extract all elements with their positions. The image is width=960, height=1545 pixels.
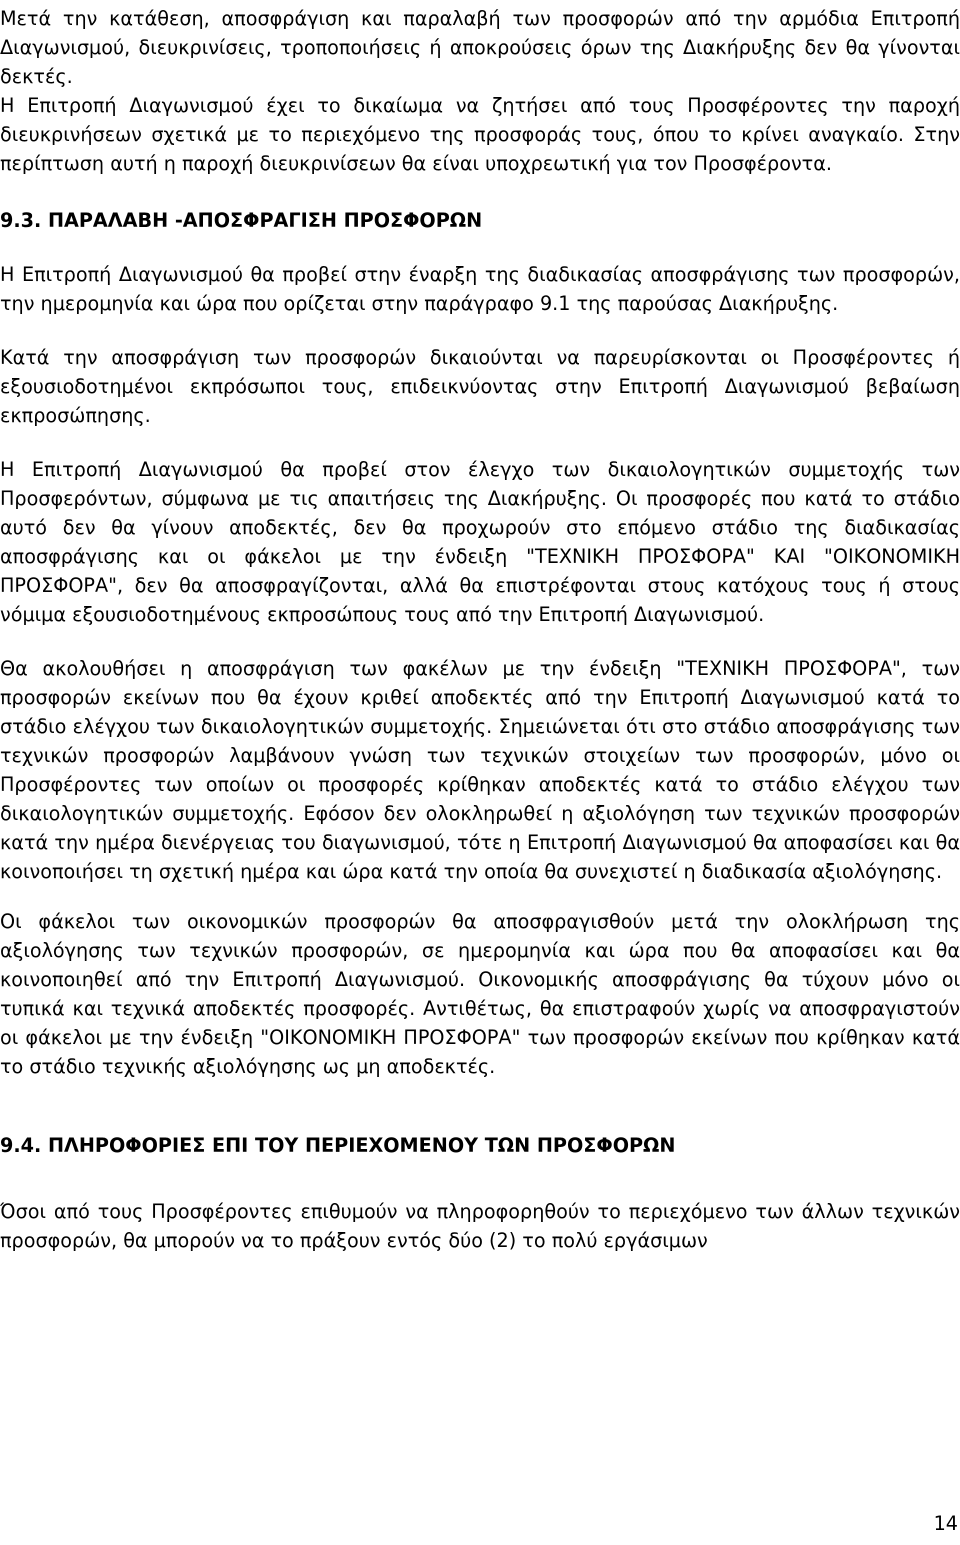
section-9-4-paragraph-1: Όσοι από τους Προσφέροντες επιθυμούν να πληροφορηθούν το περιεχόμενο των άλλων τεχνικών προσφορών, θα μπορούν να το πράξουν εντός δύο (2) το πολύ εργάσιμων	[0, 1200, 960, 1252]
section-9-3-paragraph-4: Θα ακολουθήσει η αποσφράγιση των φακέλων με την ένδειξη "ΤΕΧΝΙΚΗ ΠΡΟΣΦΟΡΑ", των προσφορών εκείνων που θα έχουν κριθεί αποδεκτές από την Επιτροπή Διαγωνισμού κατά το στάδιο ελέγχου των δικαιολογητικών συμμετοχής. Σημειώνεται ότι στο στάδιο αποσφράγισης των τεχνικών προσφορών λαμβάνουν γνώση των τεχνικών στοιχείων των προσφορών, μόνο οι Προσφέροντες των οποίων οι προσφορές κρίθηκαν αποδεκτές κατά το στάδιο ελέγχου των δικαιολογητικών συμμετοχής. Εφόσον δεν ολοκληρωθεί η αξιολόγηση των τεχνικών προσφορών κατά την ημέρα διενέργειας του διαγωνισμού, τότε η Επιτροπή Διαγωνισμού θα αποφασίσει και θα κοινοποιήσει τη σχετική ημέρα και ώρα κατά την οποία θα συνεχιστεί η διαδικασία αξιολόγησης.	[0, 657, 960, 883]
section-9-3-paragraph-2: Κατά την αποσφράγιση των προσφορών δικαιούνται να παρευρίσκονται οι Προσφέροντες ή εξουσιοδοτημένοι εκπρόσωποι τους, επιδεικνύοντας στην Επιτροπή Διαγωνισμού βεβαίωση εκπροσώπησης.	[0, 346, 960, 427]
document-body	[0, 4, 960, 1255]
section-9-3-paragraph-1: Η Επιτροπή Διαγωνισμού θα προβεί στην έναρξη της διαδικασίας αποσφράγισης των προσφορών, την ημερομηνία και ώρα που ορίζεται στην παράγραφο 9.1 της παρούσας Διακήρυξης.	[0, 263, 960, 315]
section-heading-9-3: 9.3. ΠΑΡΑΛΑΒΗ -ΑΠΟΣΦΡΑΓΙΣΗ ΠΡΟΣΦΟΡΩΝ	[0, 209, 483, 232]
intro-paragraph-2: Η Επιτροπή Διαγωνισμού έχει το δικαίωμα να ζητήσει από τους Προσφέροντες την παροχή διευκρινήσεων σχετικά με το περιεχόμενο της προσφοράς τους, όπου το κρίνει αναγκαίο. Στην περίπτωση αυτή η παροχή διευκρινίσεων θα είναι υποχρεωτική για τον Προσφέροντα.	[0, 94, 960, 175]
intro-paragraph-1: Μετά την κατάθεση, αποσφράγιση και παραλαβή των προσφορών από την αρμόδια Επιτροπή Διαγωνισμού, διευκρινίσεις, τροποποιήσεις ή αποκρούσεις όρων της Διακήρυξης δεν θα γίνονται δεκτές.	[0, 7, 960, 88]
section-9-3-paragraph-5: Οι φάκελοι των οικονομικών προσφορών θα αποσφραγισθούν μετά την ολοκλήρωση της αξιολόγησης των τεχνικών προσφορών, σε ημερομηνία και ώρα που θα αποφασίσει και θα κοινοποιηθεί από την Επιτροπή Διαγωνισμού. Οικονομικής αποσφράγισης θα τύχουν μόνο οι τυπικά και τεχνικά αποδεκτές προσφορές. Αντιθέτως, θα επιστραφούν χωρίς να αποσφραγιστούν οι φάκελοι με την ένδειξη "ΟΙΚΟΝΟΜΙΚΗ ΠΡΟΣΦΟΡΑ" των προσφορών εκείνων που κρίθηκαν κατά το στάδιο τεχνικής αξιολόγησης ως μη αποδεκτές.	[0, 910, 960, 1078]
page-number: 14	[933, 1512, 958, 1535]
section-heading-9-4: 9.4. ΠΛΗΡΟΦΟΡΙΕΣ ΕΠΙ ΤΟΥ ΠΕΡΙΕΧΟΜΕΝΟΥ ΤΩΝ ΠΡΟΣΦΟΡΩΝ	[0, 1134, 676, 1157]
section-9-3-paragraph-3: Η Επιτροπή Διαγωνισμού θα προβεί στον έλεγχο των δικαιολογητικών συμμετοχής των Προσφερόντων, σύμφωνα με τις απαιτήσεις της Διακήρυξης. Οι προσφορές που κατά το στάδιο αυτό δεν θα γίνουν αποδεκτές, δεν θα προχωρούν στο επόμενο στάδιο της διαδικασίας αποσφράγισης και οι φάκελοι με την ένδειξη "ΤΕΧΝΙΚΗ ΠΡΟΣΦΟΡΑ" ΚΑΙ "ΟΙΚΟΝΟΜΙΚΗ ΠΡΟΣΦΟΡΑ", δεν θα αποσφραγίζονται, αλλά θα επιστρέφονται στους κατόχους τους ή στους νόμιμα εξουσιοδοτημένους εκπροσώπους τους από την Επιτροπή Διαγωνισμού.	[0, 458, 960, 626]
